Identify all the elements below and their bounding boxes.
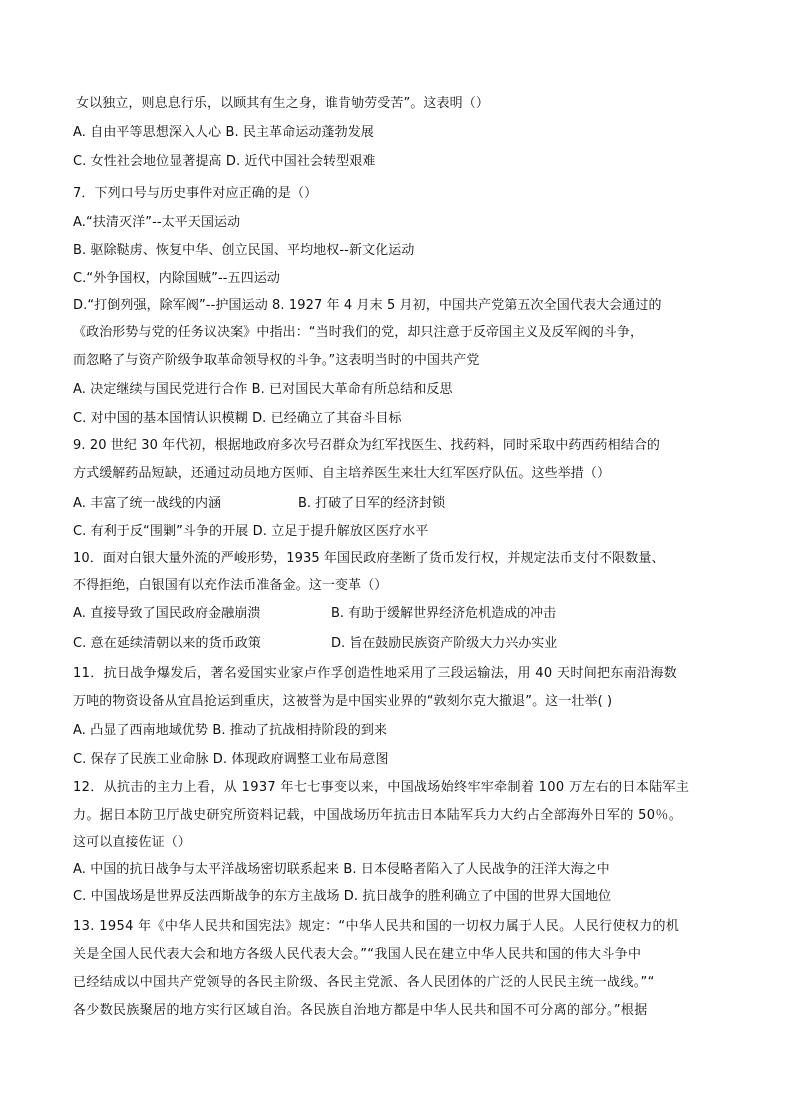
option-line-cd: C. 有利于反“围剿”斗争的开展 D. 立足于提升解放区医疗水平 [73,524,429,539]
question-10-line-2: 不得拒绝，白银国有以充作法币准备金。这一变革（） [73,578,388,593]
question-12-line-3: 这可以直接佐证（） [73,835,191,850]
option-a: A. 丰富了统一战线的内涵 [73,496,222,511]
question-13-line-2: 关是全国人民代表大会和地方各级人民代表大会。”“我国人民在建立中华人民共和国的伟大斗争中 [73,947,642,962]
question-13-line-4: 各少数民族聚居的地方实行区域自治。各民族自治地方都是中华人民共和国不可分离的部分。”根据 [73,1003,648,1018]
option-a: A. 直接导致了国民政府金融崩溃 [73,606,261,621]
option-line-cd: C. 女性社会地位显著提高 D. 近代中国社会转型艰难 [73,154,376,169]
question-11: 11．抗日战争爆发后，著名爱国实业家卢作孚创造性地采用了三段运输法，用 40 天时间把东南沿海数 [73,666,678,681]
question-12: 12．从抗击的主力上看，从 1937 年七七事变以来，中国战场始终牢牢牵制着 100 万左右的日本陆军主 [73,780,690,795]
question-13-line-3: 已经结成以中国共产党领导的各民主阶级、各民主党派、各人民团体的广泛的人民民主统一战线。”“ [73,975,655,990]
question-12-line-2: 力。据日本防卫厅战史研究所资料记载，中国战场历年抗击日本陆军兵力大约占全部海外日军的 50％。 [73,808,683,823]
option-line-c: C.“外争国权，内除国贼”--五四运动 [73,271,280,286]
option-line-ab: A. 凸显了西南地域优势 B. 推动了抗战相持阶段的到来 [73,723,388,738]
question-13: 13. 1954 年《中华人民共和国宪法》规定：“中华人民共和国的一切权力属于人民。人民行使权力的机 [73,919,680,934]
option-line-ab: A. 决定继续与国民党进行合作 B. 已对国民大革命有所总结和反思 [73,382,453,397]
question-9: 9. 20 世纪 30 年代初，根据地政府多次号召群众为红军找医生、找药料，同时采取中药西药相结合的 [73,438,661,453]
text-line-1: 女以独立，则息息行乐，以顾其有生之身，谁肯劬劳受苦”。这表明（） [76,96,489,111]
option-line-d-question-8: D.“打倒列强，除军阀”--护国运动 8. 1927 年 4 月末 5 月初，中国共产党第五次全国代表大会通过的 [73,298,662,313]
question-11-line-2: 万吨的物资设备从宜昌抢运到重庆，这被誉为是中国实业界的“敦刻尔克大撤退”。这一壮举( ) [73,694,613,709]
option-line-b: B. 驱除鞑虏、恢复中华、创立民国、平均地权--新文化运动 [73,243,415,258]
option-line-cd: C. 保存了民族工业命脉 D. 体现政府调整工业布局意图 [73,752,389,767]
question-10: 10．面对白银大量外流的严峻形势，1935 年国民政府垄断了货币发行权，并规定法币支付不限数量、 [73,551,665,566]
option-line-cd: C. 中国战场是世界反法西斯战争的东方主战场 D. 抗日战争的胜利确立了中国的世界大国地位 [73,889,612,904]
option-b: B. 有助于缓解世界经济危机造成的冲击 [331,606,557,621]
question-9-line-2: 方式缓解药品短缺，还通过动员地方医师、自主培养医生来壮大红军医疗队伍。这些举措（） [73,466,611,481]
question-7: 7．下列口号与历史事件对应正确的是（） [73,186,318,201]
option-c: C. 意在延续清朝以来的货币政策 [73,636,261,651]
option-line-ab: A. 自由平等思想深入人心 B. 民主革命运动蓬勃发展 [73,125,374,140]
option-b: B. 打破了日军的经济封锁 [298,496,446,511]
question-8-line-2: 《政治形势与党的任务议决案》中指出：“当时我们的党，却只注意于反帝国主义及反军阀的斗争， [73,325,644,340]
option-d: D. 旨在鼓励民族资产阶级大力兴办实业 [331,636,558,651]
option-line-cd: C. 对中国的基本国情认识模糊 D. 已经确立了其奋斗目标 [73,411,402,426]
option-line-ab: A. 中国的抗日战争与太平洋战场密切联系起来 B. 日本侵略者陷入了人民战争的汪洋大海之中 [73,862,610,877]
option-line-a: A.“扶清灭洋”--太平天国运动 [73,215,241,230]
question-8-line-3: 而忽略了与资产阶级争取革命领导权的斗争。”这表明当时的中国共产党 [73,353,480,368]
